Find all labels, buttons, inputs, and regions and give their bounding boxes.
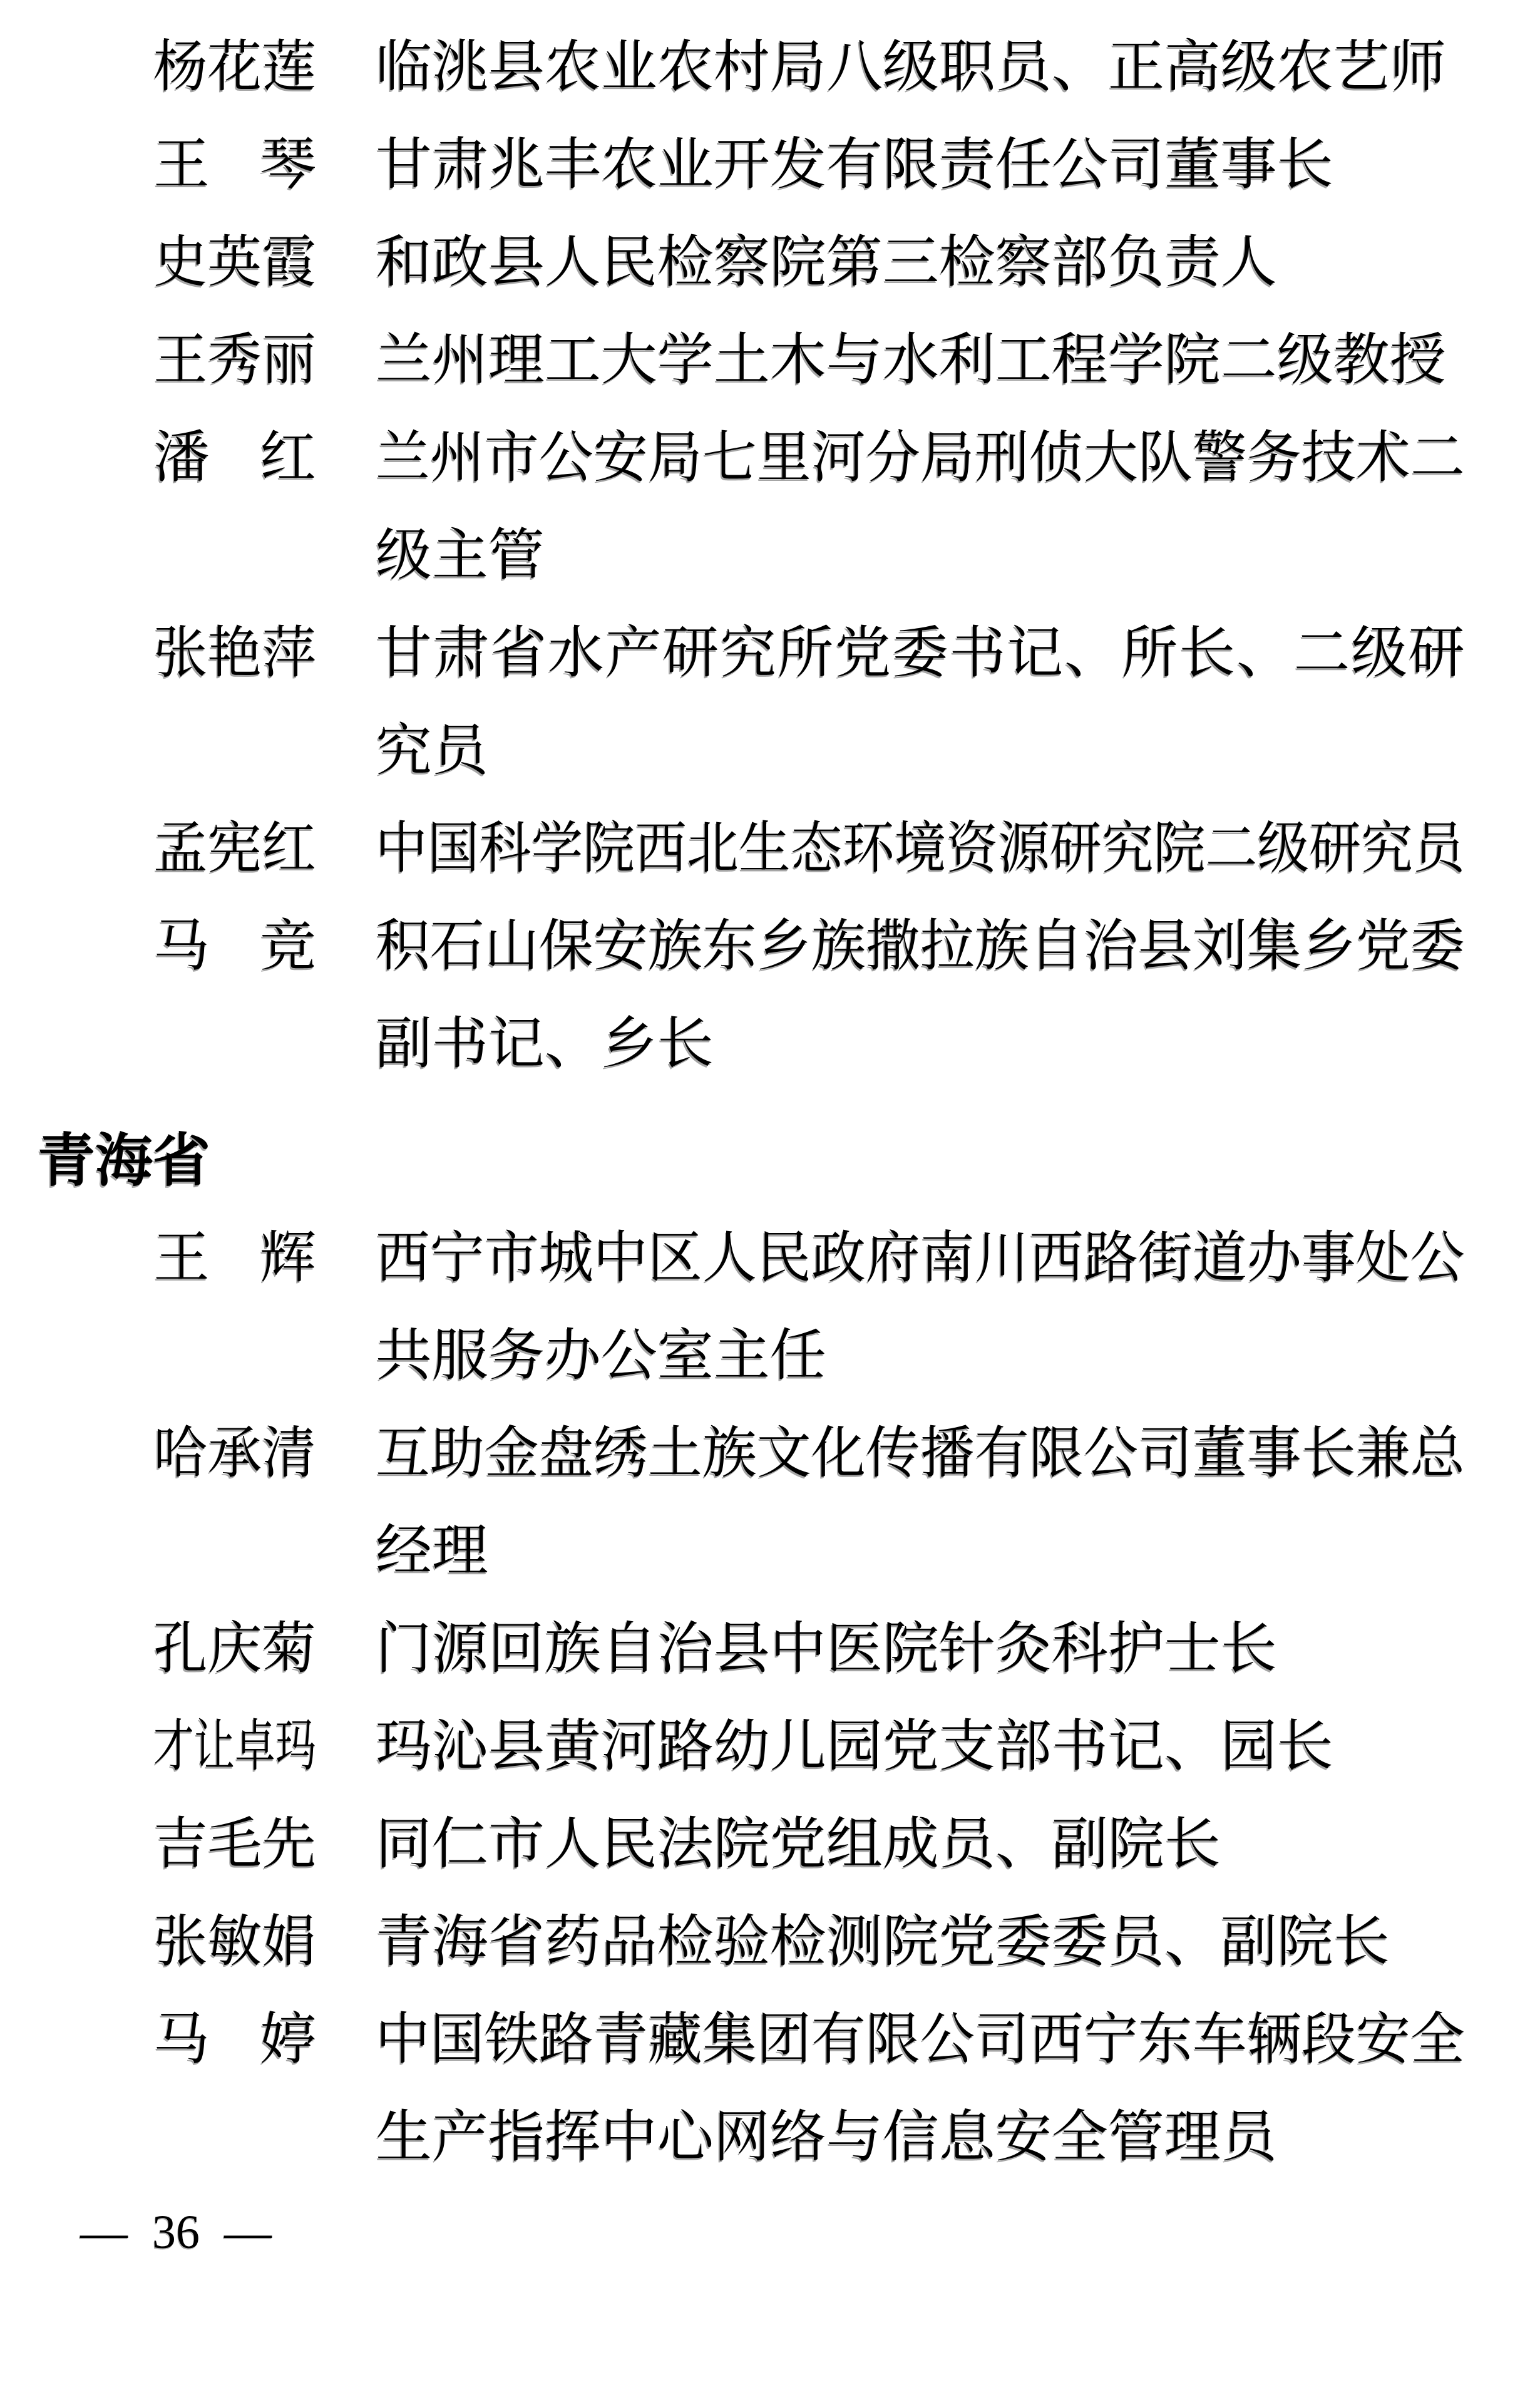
title-line-text: 兰州市公安局七里河分局刑侦大队警务技术二 (376, 427, 1465, 489)
person-name-text: 杨花莲 (153, 36, 316, 98)
list-item (0, 898, 1540, 1093)
person-name-text: 潘红 (153, 427, 316, 489)
list-item (0, 800, 1540, 898)
person-title (376, 1405, 1465, 1601)
title-line-text: 积石山保安族东乡族撒拉族自治县刘集乡党委 (376, 915, 1465, 977)
person-name (153, 214, 316, 312)
list-item (0, 1894, 1540, 1991)
list-item (0, 605, 1540, 800)
person-title (376, 1210, 1465, 1405)
title-line (376, 1894, 1465, 1991)
title-line-text: 甘肃省水产研究所党委书记、所长、二级研 (376, 622, 1465, 684)
person-title (376, 898, 1465, 1093)
person-name-text: 王辉 (153, 1227, 316, 1289)
title-line (376, 1405, 1465, 1503)
person-name (153, 410, 316, 507)
person-name (153, 116, 316, 214)
person-name-text: 王秀丽 (153, 329, 316, 391)
section (0, 1112, 1540, 2187)
list-item (0, 1601, 1540, 1698)
list-item (0, 410, 1540, 605)
list-item (0, 116, 1540, 214)
title-line-text: 中国铁路青藏集团有限公司西宁东车辆段安全 (376, 2009, 1465, 2071)
title-line (376, 214, 1465, 312)
person-title (376, 800, 1465, 898)
title-line (376, 19, 1465, 116)
title-line (376, 1601, 1465, 1698)
title-line-text: 共服务办公室主任 (376, 1325, 826, 1387)
title-line (376, 800, 1465, 898)
title-line-text: 临洮县农业农村局八级职员、正高级农艺师 (376, 36, 1446, 98)
title-line (376, 996, 1465, 1093)
title-line-text: 同仁市人民法院党组成员、副院长 (376, 1813, 1221, 1875)
person-title (376, 1991, 1465, 2187)
person-title (376, 116, 1465, 214)
list-item (0, 1698, 1540, 1796)
list-item (0, 1405, 1540, 1601)
title-line (376, 1991, 1465, 2089)
title-line (376, 116, 1465, 214)
person-name (153, 1894, 316, 1991)
person-name-text: 才让卓玛 (153, 1716, 316, 1778)
title-line-text: 甘肃兆丰农业开发有限责任公司董事长 (376, 134, 1333, 196)
person-name (153, 605, 316, 703)
person-name-text: 史英霞 (153, 232, 316, 294)
list-item (0, 19, 1540, 116)
list-item (0, 1991, 1540, 2187)
title-line (376, 507, 1465, 605)
person-title (376, 605, 1465, 800)
title-line-text: 生产指挥中心网络与信息安全管理员 (376, 2106, 1277, 2168)
person-name (153, 1405, 316, 1503)
person-title (376, 214, 1465, 312)
section (0, 19, 1540, 1093)
person-name (153, 312, 316, 410)
title-line-text: 门源回族自治县中医院针灸科护士长 (376, 1618, 1277, 1680)
person-name-text: 张敏娟 (153, 1911, 316, 1973)
title-line-text: 经理 (376, 1520, 488, 1582)
title-line-text: 副书记、乡长 (376, 1013, 714, 1075)
title-line-text: 和政县人民检察院第三检察部负责人 (376, 232, 1277, 294)
list-item (0, 1796, 1540, 1894)
title-line-text: 兰州理工大学土木与水利工程学院二级教授 (376, 329, 1446, 391)
person-name-text: 马竞 (153, 915, 316, 977)
title-line-text: 级主管 (376, 525, 545, 587)
title-line (376, 898, 1465, 996)
person-name-text: 张艳萍 (153, 622, 316, 684)
title-line-text: 青海省药品检验检测院党委委员、副院长 (376, 1911, 1390, 1973)
person-name (153, 1991, 316, 2089)
title-line (376, 605, 1465, 703)
title-line (376, 1307, 1465, 1405)
person-title (376, 312, 1465, 410)
title-line-text: 西宁市城中区人民政府南川西路街道办事处公 (376, 1227, 1465, 1289)
person-name-text: 王琴 (153, 134, 316, 196)
title-line (376, 2089, 1465, 2187)
page-number: — 36 — (80, 2206, 272, 2259)
person-name-text: 马婷 (153, 2009, 316, 2071)
person-name (153, 19, 316, 116)
person-name (153, 1698, 316, 1796)
person-name (153, 898, 316, 996)
title-line (376, 1698, 1465, 1796)
list-item (0, 1210, 1540, 1405)
person-name-text: 哈承清 (153, 1423, 316, 1485)
title-line (376, 1503, 1465, 1601)
person-title (376, 1894, 1465, 1991)
title-line-text: 互助金盘绣土族文化传播有限公司董事长兼总 (376, 1423, 1465, 1485)
person-name (153, 1210, 316, 1307)
title-line (376, 1796, 1465, 1894)
title-line-text: 中国科学院西北生态环境资源研究院二级研究员 (376, 818, 1465, 880)
title-line (376, 1210, 1465, 1307)
person-name (153, 1796, 316, 1894)
person-name (153, 1601, 316, 1698)
person-name-text: 孟宪红 (153, 818, 316, 880)
person-title (376, 1601, 1465, 1698)
person-name-text: 吉毛先 (153, 1813, 316, 1875)
person-title (376, 410, 1465, 605)
document-body (0, 19, 1540, 2187)
person-title (376, 19, 1465, 116)
title-line (376, 312, 1465, 410)
list-item (0, 214, 1540, 312)
person-name (153, 800, 316, 898)
title-line-text: 玛沁县黄河路幼儿园党支部书记、园长 (376, 1716, 1333, 1778)
person-name-text: 孔庆菊 (153, 1618, 316, 1680)
person-title (376, 1796, 1465, 1894)
title-line-text: 究员 (376, 720, 488, 782)
title-line (376, 410, 1465, 507)
person-title (376, 1698, 1465, 1796)
title-line (376, 703, 1465, 800)
section-heading: 青海省 (38, 1129, 211, 1193)
list-item (0, 312, 1540, 410)
